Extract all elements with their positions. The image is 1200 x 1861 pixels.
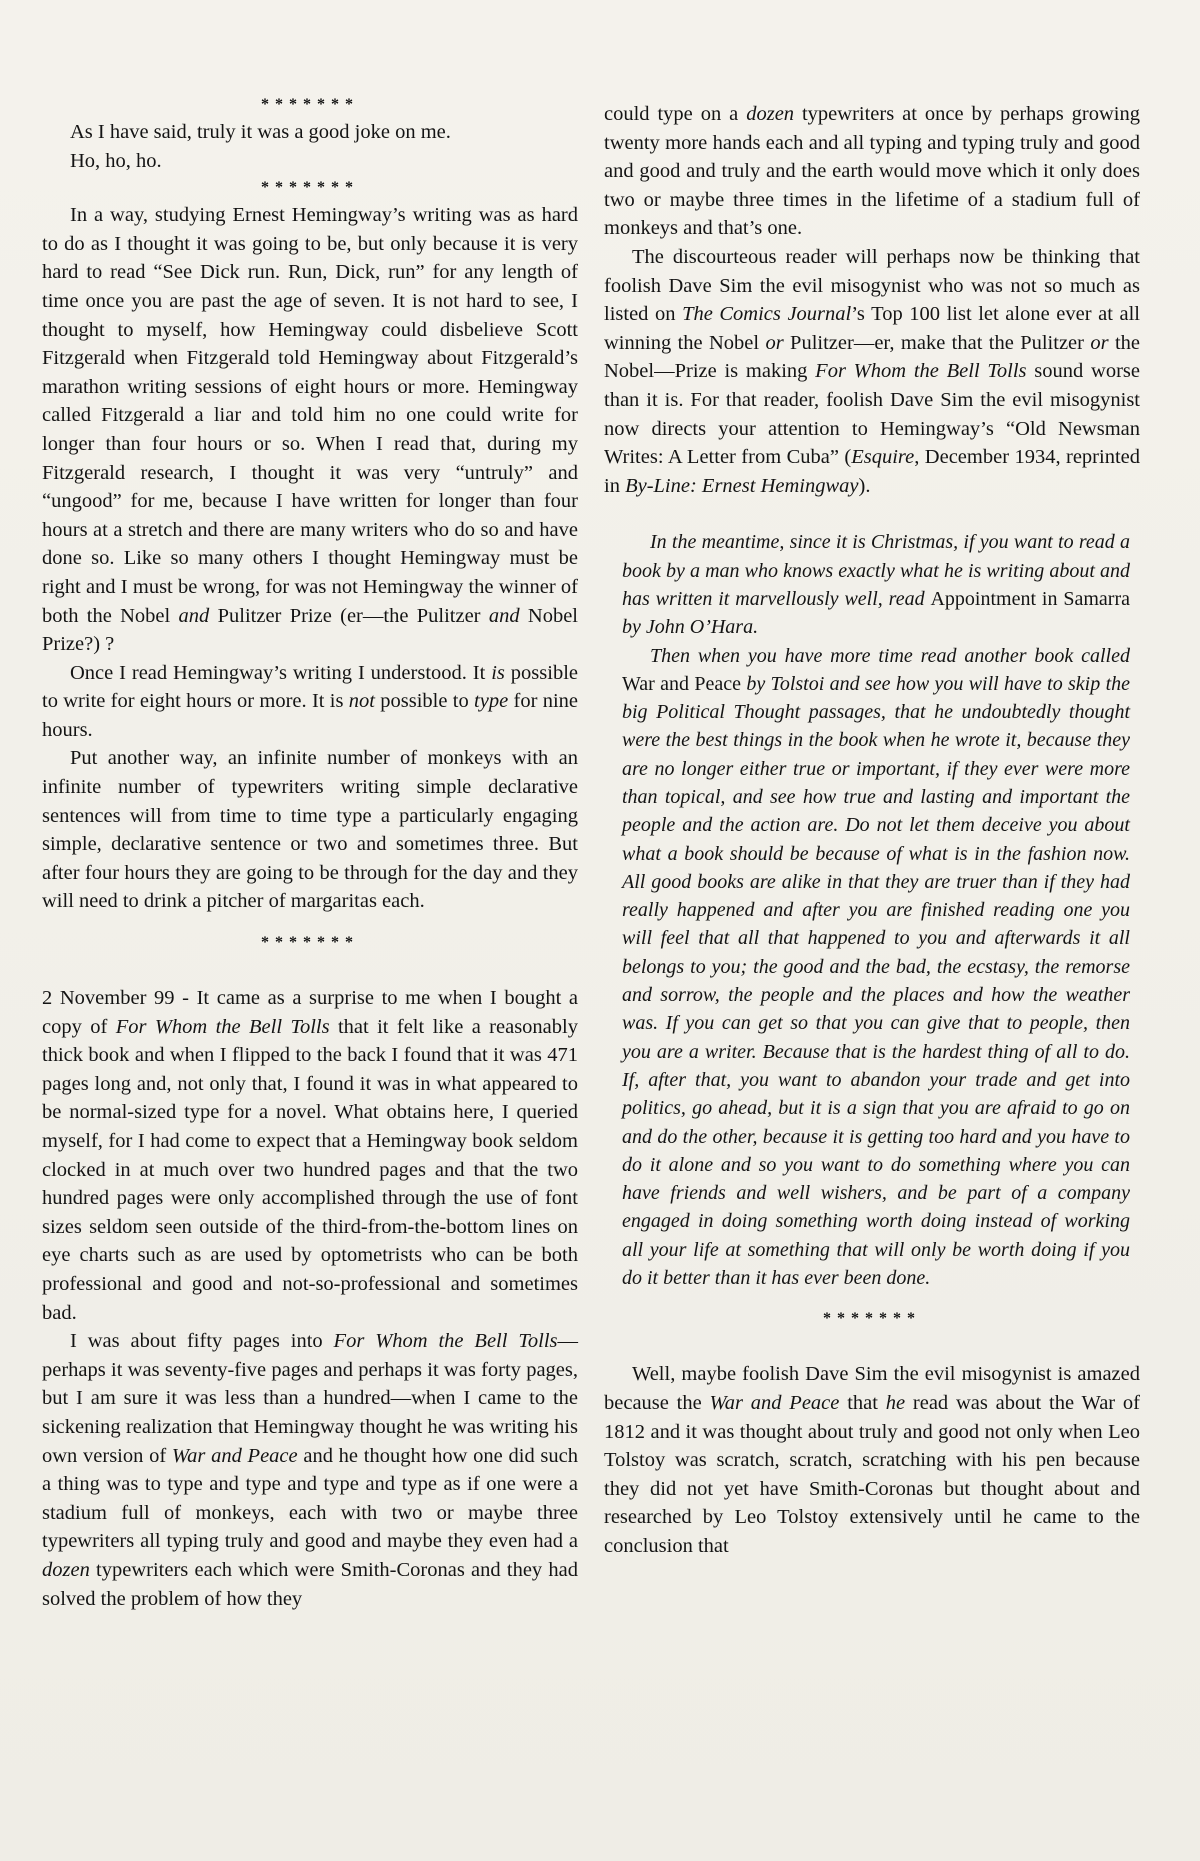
right-column	[604, 100, 1140, 1560]
paragraph-monkeys: Put another way, an infinite number of monkeys with an infinite number of typewriters writing simple declarative sentences will from time to time type a particularly engaging simple, declarative sentence or two and sometimes three. But after four hours they are going to be through for the day and they will need to drink a pitcher of margaritas each.	[42, 747, 578, 913]
paragraph-discourteous-reader: The discourteous reader will perhaps now be thinking that foolish Dave Sim the evil misogynist who was not so much as listed on The Comics Journal’s Top 100 list let alone ever at all winning the Nobel or Pulitzer—er, make that the Pulitzer or the Nobel—Prize is making For Whom the Bell Tolls sound worse than it is. For that reader, foolish Dave Sim the evil misogynist now directs your attention to Hemingway’s “Old Newsman Writes: A Letter from Cuba” (Esquire, December 1934, reprinted in By-Line: Ernest Hemingway).	[604, 245, 1141, 497]
quote-paragraph-christmas: In the meantime, since it is Christmas, if you want to read a book by a man who knows exactly what he is writing about and has written it marvellously well, read Appointment in Samarra by John O’Hara.	[622, 531, 1131, 639]
paragraph-hoho: Ho, ho, ho.	[70, 149, 162, 172]
quote-paragraph-war-and-peace: Then when you have more time read another book called War and Peace by Tolstoi and see how you will have to skip the big Political Thought passages, that he undoubtedly thought were the best things in the book when he wrote it, because they are no longer either true or important, if they ever were more than topical, and see how true and lasting and important the people and the action are. Do not let them deceive you about what a book should be because of what is in the fashion now. All good books are alike in that they are truer than if they had really happened and after you are finished reading one you will feel that all that happened to you and afterwards it all belongs to you; the good and the bad, the ecstasy, the remorse and sorrow, the people and the places and how the weather was. If you can get so that you can give that to people, then you are a writer. Because that is the hardest thing of all to do. If, after that, you want to abandon your trade and get into politics, go ahead, but it is a sign that you are afraid to go on and do the other, because it is getting too hard and you have to do it alone and so you want to do something where you can have friends and well wishers, and be part of a company engaged in doing something worth doing instead of working all your life at something that will only be worth doing if you do it better than it has ever been done.	[622, 644, 1131, 1290]
section-separator: *******	[261, 96, 359, 113]
paragraph-once-i-read: Once I read Hemingway’s writing I understood. It is possible to write for eight hours or more. It is not possible to type for nine hours.	[42, 661, 579, 741]
block-quote	[604, 528, 1140, 1292]
paragraph-continued: could type on a dozen typewriters at once by perhaps growing twenty more hands each and all typing and typing truly and good and good and truly and the earth would move which it only does two or maybe three times in the lifetime of a stadium full of monkeys and that’s one.	[604, 103, 1140, 240]
paragraph-studying-hemingway: In a way, studying Ernest Hemingway’s writing was as hard to do as I thought it was going to be, but only because it is very hard to read “See Dick run. Run, Dick, run” for any length of time once you are past the age of seven. It is not hard to see, I thought to myself, how Hemingway could disbelieve Scott Fitzgerald when Fitzgerald told Hemingway about Fitzgerald’s marathon writing sessions of eight hours or more. Hemingway called Fitzgerald a liar and told him no one could write for longer than four hours or so. When I read that, during my Fitzgerald research, I thought it was very “untruly” and “ungood” for me, because I have written for longer than four hours at a stretch and there are many writers who do so and have done so. Like so many others I thought Hemingway must be right and I must be wrong, for was not Hemingway the winner of both the Nobel and Pulitzer Prize (er—the Pulitzer and Nobel Prize?) ?	[42, 204, 578, 656]
paragraph-fifty-pages: I was about fifty pages into For Whom the Bell Tolls—perhaps it was seventy-five pages and perhaps it was forty pages, but I am sure it was less than a hundred—when I came to the sickening realization that Hemingway thought he was writing his own version of War and Peace and he thought how one did such a thing was to type and type and type and type as if one were a stadium full of monkeys, each with two or maybe three typewriters all typing truly and good and maybe they even had a dozen typewriters each which were Smith-Coronas and they had solved the problem of how they	[42, 1330, 578, 1610]
section-separator: *******	[261, 934, 359, 952]
paragraph-well-maybe: Well, maybe foolish Dave Sim the evil misogynist is amazed because the War and Peace that he read was about the War of 1812 and it was thought about truly and good not only when Leo Tolstoy was scratch, scratch, scratching with his pen because they did not yet have Smith-Coronas but thought about and researched by Leo Tolstoy extensively until he came to the conclusion that	[604, 1363, 1141, 1557]
section-separator: *******	[823, 1310, 921, 1328]
paragraph-2-november: 2 November 99 - It came as a surprise to me when I bought a copy of For Whom the Bell Tolls that it felt like a reasonably thick book and when I flipped to the back I found that it was 471 pages long and, not only that, I found it was in what appeared to be normal-sized type for a novel. What obtains here, I queried myself, for I had come to expect that a Hemingway book seldom clocked in at much over two hundred pages and that the two hundred pages were only accomplished through the use of font sizes seldom seen outside of the third-from-the-bottom lines on eye charts such as are used by optometrists who can be both professional and good and not-so-professional and sometimes bad.	[42, 987, 578, 1324]
paragraph-joke: As I have said, truly it was a good joke on me.	[70, 121, 451, 143]
left-column	[42, 92, 578, 1613]
section-separator: *******	[261, 179, 359, 197]
